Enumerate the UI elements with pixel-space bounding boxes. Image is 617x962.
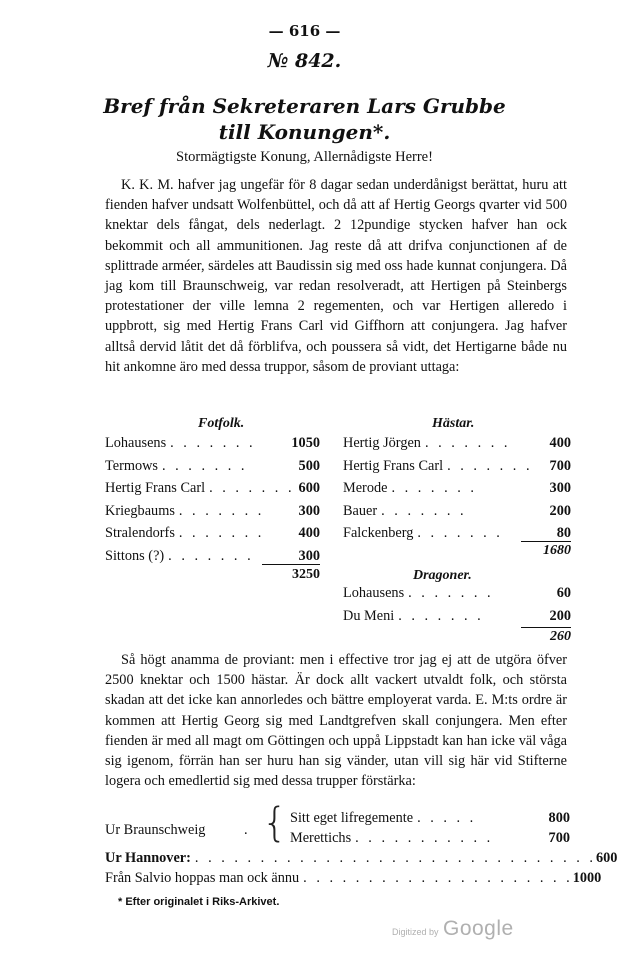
row-value: 300 xyxy=(298,547,320,564)
brace-icon: { xyxy=(262,800,288,846)
row-name: Merode xyxy=(343,480,388,497)
row-value: 300 xyxy=(298,502,320,519)
paragraph-1 xyxy=(105,175,567,377)
row-name: Kriegbaums xyxy=(105,502,175,519)
row-name: Hertig Frans Carl xyxy=(343,457,444,474)
hastar-table xyxy=(343,435,571,548)
row-name: Lohausens xyxy=(105,435,167,451)
fotfolk-table xyxy=(105,435,320,571)
table-row: Hertig Jörgen . . . . . . . 400 xyxy=(343,435,571,458)
row-name: Lohausens xyxy=(343,585,405,601)
row-value: 800 xyxy=(548,810,570,826)
row-value: 400 xyxy=(298,525,320,542)
salutation: Stormägtigste Konung, Allernådigste Herre! xyxy=(176,149,433,165)
row-name: Stralendorfs xyxy=(105,525,175,542)
table-row: Ur Hannover: . . . . . . . . . . . . . . . . . . . . . . . . . . . . . . . 600 xyxy=(105,850,571,870)
row-value: 700 xyxy=(549,457,571,474)
title-line-1: Bref från Sekreteraren Lars Grubbe xyxy=(103,94,506,118)
row-value: 200 xyxy=(549,502,571,519)
table-row: Merode . . . . . . . 300 xyxy=(343,480,571,503)
fotfolk-total: 3250 xyxy=(292,567,320,582)
fotfolk-heading: Fotfolk. xyxy=(198,416,245,431)
table-row: Sittons (?) . . . . . . . 300 xyxy=(105,548,320,571)
page-number: — 616 — xyxy=(268,22,341,40)
row-name: Du Meni xyxy=(343,607,395,624)
row-name: Från Salvio hoppas man ock ännu xyxy=(105,870,300,886)
table-row: Lohausens . . . . . . . 60 xyxy=(343,585,571,608)
dragoner-heading: Dragoner. xyxy=(413,568,472,583)
paragraph-1-text: K. K. M. hafver jag ungefär för 8 dagar sedan underdånigst berättat, huru att fienden hafver undsatt Wolfenbüttel, och då att af Hertig Georgs qvarter vid 500 knektar dels fångat, dels nederlagt. 2 12pundige stycken hafver han ock bekommit och all ammunitionen. Jag reste då att drifva conjunctionen af de splittrade arméer, särdeles att Baudissin sig med oss hade kunnat conjungera. Då jag kom till Braunschweig, var redan resolveradt, att Hertigen på Steinbergs protestationer der ville lemna 2 regementen, och var Hertigen alleredo i uppbrott, sig med Hertig Frans Carl vid Giffhorn att conjungera. Jag hafver alltså dervid låtit det då förblifva, och poussera så vidt, det Hertigarne både nu hit ankomne äro med dessa truppor, såsom de proviant uttaga: xyxy=(105,177,567,375)
row-value: 1050 xyxy=(291,435,320,451)
row-name: Ur Hannover: xyxy=(105,850,191,866)
row-value: 600 xyxy=(298,480,320,497)
row-value: 300 xyxy=(549,480,571,497)
row-name: Hertig Frans Carl xyxy=(105,480,206,497)
google-watermark xyxy=(392,917,514,941)
row-value: 400 xyxy=(549,435,571,451)
row-name: Merettichs xyxy=(290,830,352,846)
row-value: 80 xyxy=(556,525,571,542)
row-value: 60 xyxy=(556,585,571,601)
braunschweig-sublist xyxy=(290,810,570,850)
salvio-row xyxy=(105,870,602,890)
table-row: Merettichs . . . . . . . . . . . 700 xyxy=(290,830,570,850)
table-row: Sitt eget lifregemente . . . . . 800 xyxy=(290,810,570,830)
row-value: 600 xyxy=(595,850,617,866)
bullet-dot: . xyxy=(244,822,248,838)
row-name: Sitt eget lifregemente xyxy=(290,810,414,826)
table-row: Hertig Frans Carl . . . . . . . 700 xyxy=(343,458,571,481)
row-name: Termows xyxy=(105,457,158,474)
table-row: Du Meni . . . . . . . 200 xyxy=(343,608,571,631)
row-value: 1000 xyxy=(572,870,602,886)
row-value: 200 xyxy=(549,607,571,624)
row-name: Hertig Jörgen xyxy=(343,435,421,451)
table-row: Falckenberg . . . . . . . 80 xyxy=(343,525,571,548)
document-number: № 842. xyxy=(267,50,342,72)
hastar-sum-rule xyxy=(521,541,571,542)
row-name: Falckenberg xyxy=(343,525,414,542)
paragraph-2-text: Så högt anamma de proviant: men i effective tror jag ej att de utgöra öfver 2500 knektar och 1500 hästar. Är dock allt vackert utvaldt folk, och största skadan att det icke kan annorledes och bättre employerat varda. E. M:ts ordre är kommen att Hertig Georg sig med Landtgrefven skall conjungera. Men efter fienden är med all magt om Göttingen och uppå Lippstadt kan han icke väl våga sig igenom, förrän han ser huru han sig vänder, utan vill sig här vid Stifterne logera och emedlertid sig med dessa trupper förstärka: xyxy=(105,652,567,790)
dragoner-table xyxy=(343,585,571,630)
table-row: Stralendorfs . . . . . . . 400 xyxy=(105,525,320,548)
paragraph-2 xyxy=(105,650,567,791)
row-name: Sittons (?) xyxy=(105,547,165,564)
watermark-small: Digitized by xyxy=(392,927,439,937)
table-row: Lohausens . . . . . . . 1050 xyxy=(105,435,320,458)
table-row: Kriegbaums . . . . . . . 300 xyxy=(105,503,320,526)
table-row: Bauer . . . . . . . 200 xyxy=(343,503,571,526)
title-line-2: till Konungen*. xyxy=(218,120,391,144)
table-row: Från Salvio hoppas man ock ännu . . . . . . . . . . . . . . . . . . . . . 1000 xyxy=(105,870,571,890)
row-name: Bauer xyxy=(343,502,378,519)
hastar-heading: Hästar. xyxy=(432,416,475,431)
dragoner-sum-rule xyxy=(521,627,571,628)
watermark-big: Google xyxy=(442,917,514,940)
dragoner-total: 260 xyxy=(550,629,571,644)
row-value: 500 xyxy=(298,457,320,474)
row-value: 700 xyxy=(548,830,570,846)
ur-braunschweig: Ur Braunschweig xyxy=(105,822,206,838)
fotfolk-sum-rule xyxy=(262,564,320,565)
table-row: Hertig Frans Carl . . . . . . . 600 xyxy=(105,480,320,503)
footnote: * Efter originalet i Riks-Arkivet. xyxy=(118,896,280,908)
hannover-row xyxy=(105,850,617,870)
hastar-total: 1680 xyxy=(543,543,571,558)
table-row: Termows . . . . . . . 500 xyxy=(105,458,320,481)
